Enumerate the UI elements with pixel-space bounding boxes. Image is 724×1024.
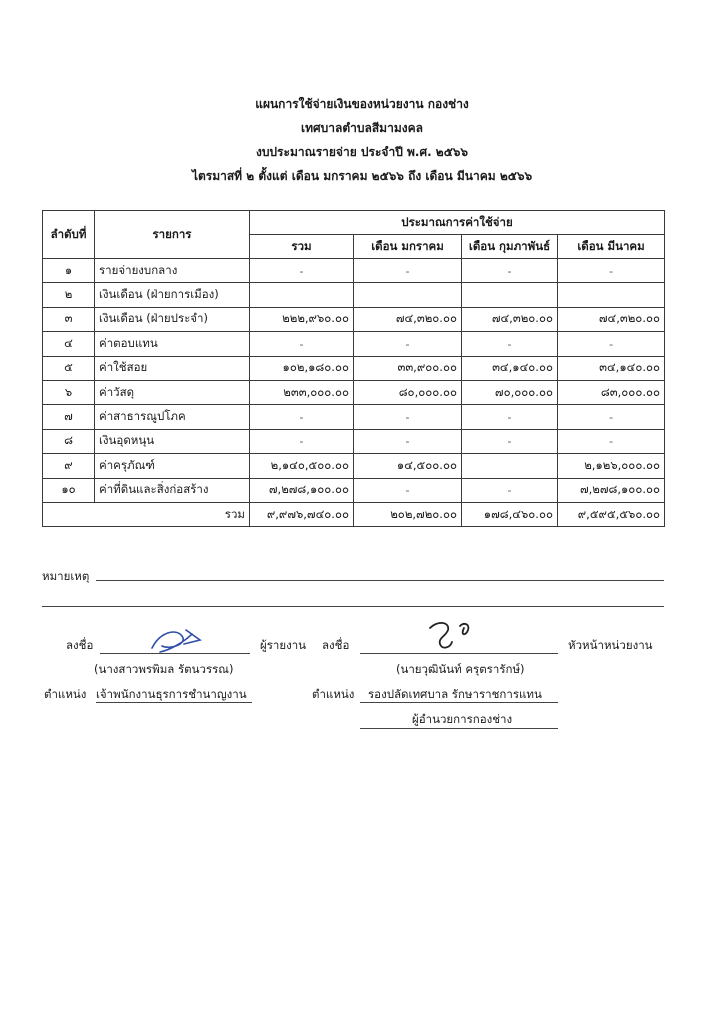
row-march: ๓๔,๑๔๐.๐๐ xyxy=(558,356,665,380)
table-row xyxy=(43,307,665,331)
row-february: - xyxy=(462,429,558,453)
position-label-left: ตำแหน่ง xyxy=(44,687,87,701)
row-march: - xyxy=(558,259,665,283)
row-january: - xyxy=(354,429,462,453)
row-january: - xyxy=(354,405,462,429)
remark-label: หมายเหตุ xyxy=(42,569,90,583)
row-january: - xyxy=(354,478,462,502)
head-role: หัวหน้าหน่วยงาน xyxy=(568,638,653,652)
total-sum: ๙,๙๗๖,๗๔๐.๐๐ xyxy=(250,502,354,526)
row-january: ๗๔,๓๒๐.๐๐ xyxy=(354,307,462,331)
total-label: รวม xyxy=(43,502,250,526)
row-january: - xyxy=(354,332,462,356)
row-total: - xyxy=(250,259,354,283)
row-no: ๑๐ xyxy=(43,478,95,502)
row-item: ค่าที่ดินและสิ่งก่อสร้าง xyxy=(95,478,250,502)
row-no: ๒ xyxy=(43,283,95,307)
row-february: - xyxy=(462,332,558,356)
row-total: ๒๓๓,๐๐๐.๐๐ xyxy=(250,380,354,404)
row-total: ๗,๒๗๘,๑๐๐.๐๐ xyxy=(250,478,354,502)
header-municipality: เทศบาลตำบลสีมามงคล xyxy=(301,121,423,135)
reporter-role: ผู้รายงาน xyxy=(260,638,307,652)
row-total: ๒,๑๔๐,๕๐๐.๐๐ xyxy=(250,454,354,478)
row-february: ๗๔,๓๒๐.๐๐ xyxy=(462,307,558,331)
header-estimate-group: ประมาณการค่าใช้จ่าย xyxy=(250,211,665,235)
head-position-2: ผู้อำนวยการกองช่าง xyxy=(412,712,513,726)
table-row xyxy=(43,478,665,502)
row-no: ๑ xyxy=(43,259,95,283)
head-name: (นายวุฒินันท์ ครุตรารักษ์) xyxy=(396,662,525,676)
row-total: ๑๐๒,๑๘๐.๐๐ xyxy=(250,356,354,380)
row-no: ๖ xyxy=(43,380,95,404)
row-item: เงินอุดหนุน xyxy=(95,429,250,453)
row-march: - xyxy=(558,405,665,429)
remark-line xyxy=(42,606,664,607)
table-row xyxy=(43,356,665,380)
total-january: ๒๐๒,๗๒๐.๐๐ xyxy=(354,502,462,526)
row-february xyxy=(462,283,558,307)
row-february: ๗๐,๐๐๐.๐๐ xyxy=(462,380,558,404)
remark-line xyxy=(96,580,664,581)
header-no: ลำดับที่ xyxy=(43,211,95,259)
row-no: ๓ xyxy=(43,307,95,331)
row-february: - xyxy=(462,478,558,502)
row-february xyxy=(462,454,558,478)
row-total xyxy=(250,283,354,307)
row-no: ๕ xyxy=(43,356,95,380)
reporter-name: (นางสาวพรพิมล รัตนวรรณ) xyxy=(94,662,234,676)
row-march xyxy=(558,283,665,307)
header-item: รายการ xyxy=(95,211,250,259)
reporter-position-line xyxy=(96,702,252,703)
total-february: ๑๗๘,๔๖๐.๐๐ xyxy=(462,502,558,526)
row-no: ๘ xyxy=(43,429,95,453)
head-signature xyxy=(420,614,490,656)
table-row xyxy=(43,429,665,453)
document-header xyxy=(0,92,724,188)
row-item: เงินเดือน (ฝ่ายประจำ) xyxy=(95,307,250,331)
sign-label-left: ลงชื่อ xyxy=(66,638,94,652)
row-january xyxy=(354,283,462,307)
row-item: ค่าวัสดุ xyxy=(95,380,250,404)
head-position-1: รองปลัดเทศบาล รักษาราชการแทน xyxy=(368,687,542,701)
position-label-right: ตำแหน่ง xyxy=(312,687,355,701)
row-no: ๗ xyxy=(43,405,95,429)
row-march: - xyxy=(558,332,665,356)
header-february: เดือน กุมภาพันธ์ xyxy=(462,235,558,259)
header-title: แผนการใช้จ่ายเงินของหน่วยงาน กองช่าง xyxy=(255,97,469,111)
row-total: - xyxy=(250,332,354,356)
row-total: - xyxy=(250,429,354,453)
row-total: ๒๒๒,๙๖๐.๐๐ xyxy=(250,307,354,331)
row-item: ค่าใช้สอย xyxy=(95,356,250,380)
head-position-line-2 xyxy=(360,728,558,729)
row-february: - xyxy=(462,405,558,429)
header-march: เดือน มีนาคม xyxy=(558,235,665,259)
reporter-signature xyxy=(140,620,210,660)
header-total: รวม xyxy=(250,235,354,259)
row-january: ๘๐,๐๐๐.๐๐ xyxy=(354,380,462,404)
table-row xyxy=(43,259,665,283)
row-item: รายจ่ายงบกลาง xyxy=(95,259,250,283)
row-total: - xyxy=(250,405,354,429)
row-january: ๑๔,๕๐๐.๐๐ xyxy=(354,454,462,478)
row-item: ค่าตอบแทน xyxy=(95,332,250,356)
header-budget-year: งบประมาณรายจ่าย ประจำปี พ.ศ. ๒๕๖๖ xyxy=(255,145,469,159)
row-item: ค่าสาธารณูปโภค xyxy=(95,405,250,429)
row-no: ๙ xyxy=(43,454,95,478)
table-row xyxy=(43,380,665,404)
head-position-line xyxy=(360,702,558,703)
sign-label-right: ลงชื่อ xyxy=(322,638,350,652)
header-january: เดือน มกราคม xyxy=(354,235,462,259)
expense-plan-table xyxy=(42,210,665,527)
table-row xyxy=(43,405,665,429)
row-february: - xyxy=(462,259,558,283)
row-january: ๓๓,๙๐๐.๐๐ xyxy=(354,356,462,380)
row-item: เงินเดือน (ฝ่ายการเมือง) xyxy=(95,283,250,307)
row-march: ๗๔,๓๒๐.๐๐ xyxy=(558,307,665,331)
row-march: ๘๓,๐๐๐.๐๐ xyxy=(558,380,665,404)
row-march: ๒,๑๒๖,๐๐๐.๐๐ xyxy=(558,454,665,478)
header-quarter: ไตรมาสที่ ๒ ตั้งแต่ เดือน มกราคม ๒๕๖๖ ถึง เดือน มีนาคม ๒๕๖๖ xyxy=(191,169,533,183)
table-row xyxy=(43,283,665,307)
row-january: - xyxy=(354,259,462,283)
row-item: ค่าครุภัณฑ์ xyxy=(95,454,250,478)
reporter-position: เจ้าพนักงานธุรการชำนาญงาน xyxy=(96,687,247,701)
total-row xyxy=(43,502,665,526)
row-february: ๓๔,๑๔๐.๐๐ xyxy=(462,356,558,380)
row-march: - xyxy=(558,429,665,453)
table-row xyxy=(43,332,665,356)
row-no: ๔ xyxy=(43,332,95,356)
row-march: ๗,๒๗๘,๑๐๐.๐๐ xyxy=(558,478,665,502)
table-row xyxy=(43,454,665,478)
total-march: ๙,๕๙๕,๕๖๐.๐๐ xyxy=(558,502,665,526)
